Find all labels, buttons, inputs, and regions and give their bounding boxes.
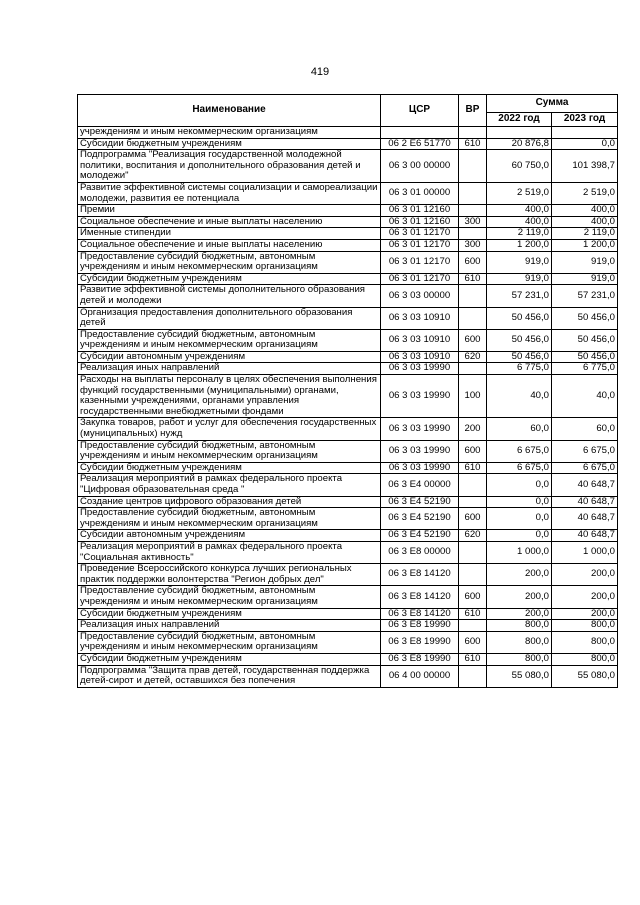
row-sum-2022: 200,0 (487, 608, 552, 620)
row-csr: 06 3 E4 52190 (381, 496, 459, 508)
row-csr: 06 3 03 10910 (381, 329, 459, 351)
row-sum-2023 (552, 127, 618, 139)
row-sum-2023: 800,0 (552, 653, 618, 665)
row-name: учреждениям и иным некоммерческим организациям (78, 127, 381, 139)
row-csr: 06 3 01 12170 (381, 273, 459, 285)
row-sum-2022: 400,0 (487, 216, 552, 228)
table-row (78, 375, 618, 418)
row-sum-2022: 60 750,0 (487, 150, 552, 183)
row-sum-2022: 0,0 (487, 496, 552, 508)
row-sum-2022: 400,0 (487, 205, 552, 217)
row-vr (459, 665, 487, 687)
row-sum-2022: 57 231,0 (487, 285, 552, 307)
row-csr: 06 3 03 10910 (381, 307, 459, 329)
row-sum-2023: 40 648,7 (552, 474, 618, 496)
row-csr: 06 4 00 00000 (381, 665, 459, 687)
row-name: Именные стипендии (78, 228, 381, 240)
row-vr (459, 285, 487, 307)
table-row (78, 631, 618, 653)
row-csr: 06 3 03 00000 (381, 285, 459, 307)
row-sum-2023: 60,0 (552, 418, 618, 440)
row-name: Создание центров цифрового образования детей (78, 496, 381, 508)
row-name: Субсидии бюджетным учреждениям (78, 653, 381, 665)
row-vr (459, 205, 487, 217)
row-vr: 610 (459, 462, 487, 474)
row-vr: 620 (459, 530, 487, 542)
row-name: Подпрограмма "Защита прав детей, государственная поддержка детей-сирот и детей, оставшихся без попечения (78, 665, 381, 687)
row-name: Развитие эффективной системы дополнительного образования детей и молодежи (78, 285, 381, 307)
row-csr: 06 3 E8 14120 (381, 586, 459, 608)
row-name: Предоставление субсидий бюджетным, автономным учреждениям и иным некоммерческим организациям (78, 631, 381, 653)
row-sum-2023: 40 648,7 (552, 496, 618, 508)
row-sum-2022: 1 200,0 (487, 239, 552, 251)
row-csr: 06 3 E8 14120 (381, 564, 459, 586)
table-row (78, 273, 618, 285)
row-sum-2022: 800,0 (487, 620, 552, 632)
row-sum-2022: 40,0 (487, 375, 552, 418)
table-row (78, 351, 618, 363)
row-vr (459, 564, 487, 586)
row-name: Премии (78, 205, 381, 217)
row-sum-2023: 6 675,0 (552, 440, 618, 462)
row-name: Организация предоставления дополнительного образования детей (78, 307, 381, 329)
row-sum-2022: 2 519,0 (487, 182, 552, 204)
row-sum-2023: 50 456,0 (552, 307, 618, 329)
row-name: Предоставление субсидий бюджетным, автономным учреждениям и иным некоммерческим организациям (78, 508, 381, 530)
row-sum-2023: 1 200,0 (552, 239, 618, 251)
row-vr: 600 (459, 329, 487, 351)
table-row (78, 307, 618, 329)
table-row (78, 363, 618, 375)
row-vr: 610 (459, 653, 487, 665)
table-row (78, 530, 618, 542)
table-row (78, 620, 618, 632)
row-sum-2022 (487, 127, 552, 139)
row-sum-2023: 2 119,0 (552, 228, 618, 240)
row-sum-2023: 919,0 (552, 273, 618, 285)
table-row (78, 474, 618, 496)
row-csr (381, 127, 459, 139)
row-csr: 06 3 03 19990 (381, 418, 459, 440)
table-row (78, 564, 618, 586)
row-csr: 06 3 03 19990 (381, 440, 459, 462)
row-csr: 06 3 01 12170 (381, 251, 459, 273)
row-csr: 06 3 E4 52190 (381, 508, 459, 530)
row-name: Субсидии бюджетным учреждениям (78, 462, 381, 474)
row-vr: 200 (459, 418, 487, 440)
row-vr: 100 (459, 375, 487, 418)
row-csr: 06 3 03 10910 (381, 351, 459, 363)
table-row (78, 138, 618, 150)
row-name: Предоставление субсидий бюджетным, автономным учреждениям и иным некоммерческим организациям (78, 251, 381, 273)
row-vr (459, 228, 487, 240)
row-name: Субсидии бюджетным учреждениям (78, 273, 381, 285)
row-sum-2022: 0,0 (487, 474, 552, 496)
budget-table (77, 94, 618, 688)
row-sum-2023: 2 519,0 (552, 182, 618, 204)
row-sum-2022: 6 675,0 (487, 462, 552, 474)
row-sum-2022: 0,0 (487, 530, 552, 542)
table-row (78, 508, 618, 530)
row-sum-2023: 800,0 (552, 620, 618, 632)
table-row (78, 541, 618, 563)
row-vr: 600 (459, 508, 487, 530)
row-name: Предоставление субсидий бюджетным, автономным учреждениям и иным некоммерческим организациям (78, 329, 381, 351)
table-row (78, 239, 618, 251)
table-row (78, 586, 618, 608)
row-sum-2023: 200,0 (552, 608, 618, 620)
row-sum-2022: 6 675,0 (487, 440, 552, 462)
row-name: Субсидии бюджетным учреждениям (78, 138, 381, 150)
row-vr: 600 (459, 251, 487, 273)
row-name: Реализация мероприятий в рамках федерального проекта "Социальная активность" (78, 541, 381, 563)
row-vr (459, 127, 487, 139)
row-vr (459, 150, 487, 183)
row-sum-2023: 40 648,7 (552, 530, 618, 542)
row-csr: 06 3 01 12170 (381, 239, 459, 251)
table-row (78, 216, 618, 228)
row-sum-2023: 6 675,0 (552, 462, 618, 474)
row-sum-2023: 200,0 (552, 586, 618, 608)
row-sum-2023: 57 231,0 (552, 285, 618, 307)
row-csr: 06 3 03 19990 (381, 462, 459, 474)
table-row (78, 418, 618, 440)
table-row (78, 228, 618, 240)
row-vr: 610 (459, 138, 487, 150)
table-row (78, 251, 618, 273)
row-csr: 06 3 01 00000 (381, 182, 459, 204)
table-row (78, 329, 618, 351)
header-csr: ЦСР (381, 95, 459, 127)
table-row (78, 127, 618, 139)
row-csr: 06 3 00 00000 (381, 150, 459, 183)
row-sum-2022: 50 456,0 (487, 351, 552, 363)
row-sum-2022: 6 775,0 (487, 363, 552, 375)
row-sum-2023: 800,0 (552, 631, 618, 653)
row-sum-2023: 50 456,0 (552, 329, 618, 351)
row-csr: 06 3 E8 19990 (381, 653, 459, 665)
table-row (78, 608, 618, 620)
row-sum-2022: 2 119,0 (487, 228, 552, 240)
row-sum-2022: 55 080,0 (487, 665, 552, 687)
row-name: Развитие эффективной системы социализации и самореализации молодежи, развития ее потенциала (78, 182, 381, 204)
row-name: Социальное обеспечение и иные выплаты населению (78, 216, 381, 228)
page-number: 419 (310, 66, 330, 78)
table-header (78, 95, 618, 127)
row-csr: 06 3 01 12160 (381, 216, 459, 228)
row-sum-2022: 60,0 (487, 418, 552, 440)
row-vr (459, 541, 487, 563)
row-sum-2022: 200,0 (487, 586, 552, 608)
row-sum-2022: 20 876,8 (487, 138, 552, 150)
row-sum-2023: 101 398,7 (552, 150, 618, 183)
row-sum-2023: 919,0 (552, 251, 618, 273)
row-vr: 610 (459, 608, 487, 620)
row-vr: 300 (459, 239, 487, 251)
row-vr (459, 496, 487, 508)
row-name: Реализация мероприятий в рамках федерального проекта "Цифровая образовательная среда " (78, 474, 381, 496)
row-sum-2023: 50 456,0 (552, 351, 618, 363)
row-csr: 06 3 01 12160 (381, 205, 459, 217)
row-sum-2023: 200,0 (552, 564, 618, 586)
row-name: Субсидии автономным учреждениям (78, 351, 381, 363)
row-csr: 06 3 E4 00000 (381, 474, 459, 496)
row-sum-2022: 800,0 (487, 653, 552, 665)
row-sum-2022: 200,0 (487, 564, 552, 586)
table-row (78, 653, 618, 665)
row-csr: 06 3 E8 00000 (381, 541, 459, 563)
row-sum-2022: 919,0 (487, 251, 552, 273)
row-sum-2023: 1 000,0 (552, 541, 618, 563)
row-vr (459, 307, 487, 329)
row-sum-2023: 400,0 (552, 216, 618, 228)
row-sum-2022: 919,0 (487, 273, 552, 285)
header-year-2023: 2023 год (552, 113, 618, 127)
table-body (78, 127, 618, 688)
header-sum: Сумма (487, 95, 618, 113)
row-csr: 06 3 03 19990 (381, 363, 459, 375)
row-sum-2023: 40 648,7 (552, 508, 618, 530)
row-name: Проведение Всероссийского конкурса лучших региональных практик поддержки волонтерства "Регион добрых дел" (78, 564, 381, 586)
row-name: Закупка товаров, работ и услуг для обеспечения государственных (муниципальных) нужд (78, 418, 381, 440)
row-csr: 06 3 E8 19990 (381, 631, 459, 653)
row-name: Расходы на выплаты персоналу в целях обеспечения выполнения функций государственными (муниципальными) органами, казенными учреждениями, органами управления государственными внебюджетными фондами (78, 375, 381, 418)
row-csr: 06 3 E4 52190 (381, 530, 459, 542)
row-sum-2022: 800,0 (487, 631, 552, 653)
row-sum-2023: 400,0 (552, 205, 618, 217)
row-sum-2023: 0,0 (552, 138, 618, 150)
header-vr: ВР (459, 95, 487, 127)
table-row (78, 440, 618, 462)
row-name: Социальное обеспечение и иные выплаты населению (78, 239, 381, 251)
table-row (78, 462, 618, 474)
row-vr (459, 363, 487, 375)
row-csr: 06 3 E8 19990 (381, 620, 459, 632)
row-name: Предоставление субсидий бюджетным, автономным учреждениям и иным некоммерческим организациям (78, 440, 381, 462)
row-vr (459, 474, 487, 496)
row-name: Субсидии автономным учреждениям (78, 530, 381, 542)
row-sum-2022: 0,0 (487, 508, 552, 530)
row-name: Субсидии бюджетным учреждениям (78, 608, 381, 620)
row-name: Реализация иных направлений (78, 363, 381, 375)
row-vr: 600 (459, 440, 487, 462)
header-year-2022: 2022 год (487, 113, 552, 127)
row-sum-2023: 40,0 (552, 375, 618, 418)
table-row (78, 205, 618, 217)
row-sum-2022: 50 456,0 (487, 329, 552, 351)
row-vr: 300 (459, 216, 487, 228)
row-csr: 06 3 03 19990 (381, 375, 459, 418)
row-csr: 06 3 E8 14120 (381, 608, 459, 620)
row-csr: 06 3 01 12170 (381, 228, 459, 240)
table-row (78, 150, 618, 183)
row-vr: 610 (459, 273, 487, 285)
row-sum-2023: 55 080,0 (552, 665, 618, 687)
row-sum-2022: 1 000,0 (487, 541, 552, 563)
row-name: Реализация иных направлений (78, 620, 381, 632)
row-name: Предоставление субсидий бюджетным, автономным учреждениям и иным некоммерческим организациям (78, 586, 381, 608)
table-row (78, 665, 618, 687)
row-vr: 600 (459, 631, 487, 653)
row-name: Подпрограмма "Реализация государственной молодежной политики, воспитания и дополнительного образования детей и молодежи" (78, 150, 381, 183)
row-vr: 600 (459, 586, 487, 608)
table-row (78, 182, 618, 204)
row-vr: 620 (459, 351, 487, 363)
header-name: Наименование (78, 95, 381, 127)
row-sum-2022: 50 456,0 (487, 307, 552, 329)
row-vr (459, 620, 487, 632)
table-row (78, 496, 618, 508)
row-csr: 06 2 E6 51770 (381, 138, 459, 150)
row-sum-2023: 6 775,0 (552, 363, 618, 375)
row-vr (459, 182, 487, 204)
table-row (78, 285, 618, 307)
